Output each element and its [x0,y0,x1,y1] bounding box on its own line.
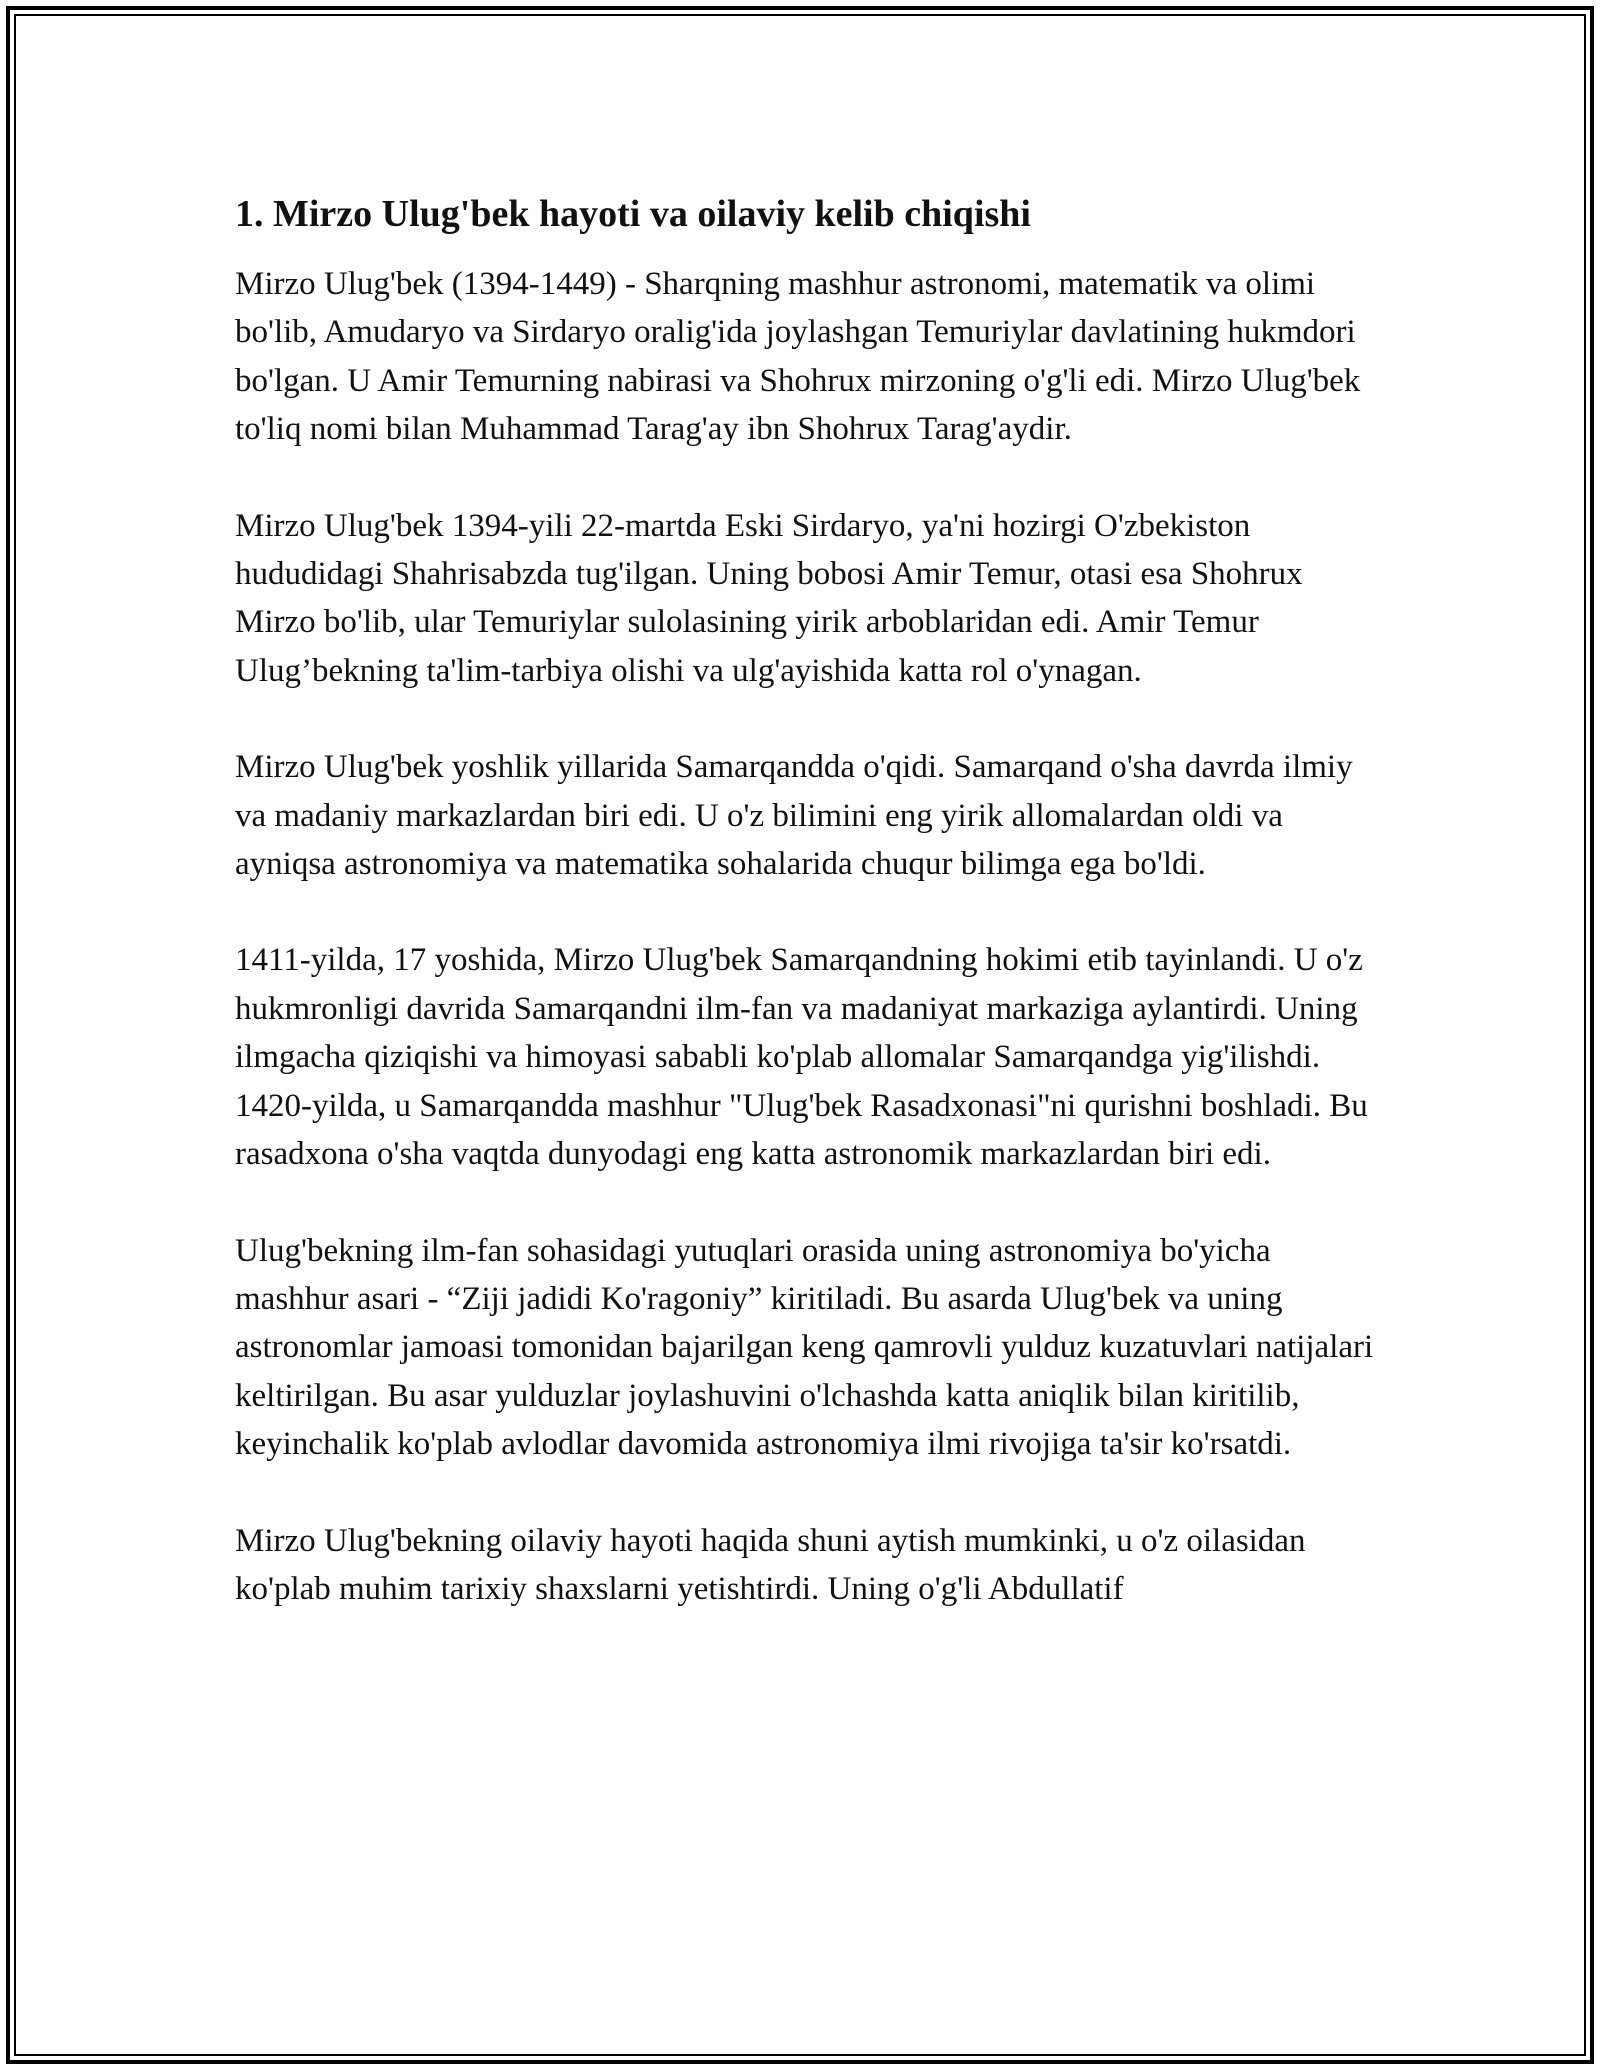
paragraph-family: Mirzo Ulug'bekning oilaviy hayoti haqida shuni aytish mumkinki, u o'z oilasidan ko'plab muhim tarixiy shaxslarni yetishtirdi. Uning o'g'li Abdullatif [235,1522,1306,1607]
paragraph-birth: Mirzo Ulug'bek 1394-yili 22-martda Eski Sirdaryo, ya'ni hozirgi O'zbekiston hududidagi Shahrisabzda tug'ilgan. Uning bobosi Amir Temur, otasi esa Shohrux Mirzo bo'lib, ular Temuriylar sulolasining yirik arboblaridan edi. Amir Temur Ulug’bekning ta'lim-tarbiya olishi va ulg'ayishida katta rol o'ynagan. [235,507,1303,689]
document-body [235,190,1375,1661]
section-heading: 1. Mirzo Ulug'bek hayoti va oilaviy kelib chiqishi [235,193,1031,235]
paragraph-achievements: Ulug'bekning ilm-fan sohasidagi yutuqlari orasida uning astronomiya bo'yicha mashhur asari - “Ziji jadidi Ko'ragoniy” kiritiladi. Bu asarda Ulug'bek va uning astronomlar jamoasi tomonidan bajarilgan keng qamrovli yulduz kuzatuvlari natijalari keltirilgan. Bu asar yulduzlar joylashuvini o'lchashda katta aniqlik bilan kiritilib, keyinchalik ko'plab avlodlar davomida astronomiya ilmi rivojiga ta'sir ko'rsatdi. [235,1232,1374,1463]
paragraph-intro: Mirzo Ulug'bek (1394-1449) - Sharqning mashhur astronomi, matematik va olimi bo'lib, Amudaryo va Sirdaryo oralig'ida joylashgan Temuriylar davlatining hukmdori bo'lgan. U Amir Temurning nabirasi va Shohrux mirzoning o'g'li edi. Mirzo Ulug'bek to'liq nomi bilan Muhammad Tarag'ay ibn Shohrux Tarag'aydir. [235,266,1361,448]
paragraph-education: Mirzo Ulug'bek yoshlik yillarida Samarqandda o'qidi. Samarqand o'sha davrda ilmiy va madaniy markazlardan biri edi. U o'z bilimini eng yirik allomalardan oldi va ayniqsa astronomiya va matematika sohalarida chuqur bilimga ega bo'ldi. [235,749,1353,883]
paragraph-governor: 1411-yilda, 17 yoshida, Mirzo Ulug'bek Samarqandning hokimi etib tayinlandi. U o'z hukmronligi davrida Samarqandni ilm-fan va madaniyat markaziga aylantirdi. Uning ilmgacha qiziqishi va himoyasi sababli ko'plab allomalar Samarqandga yig'ilishdi. 1420-yilda, u Samarqandda mashhur "Ulug'bek Rasadxonasi"ni qurishni boshladi. Bu rasadxona o'sha vaqtda dunyodagi eng katta astronomik markazlardan biri edi. [235,942,1368,1173]
